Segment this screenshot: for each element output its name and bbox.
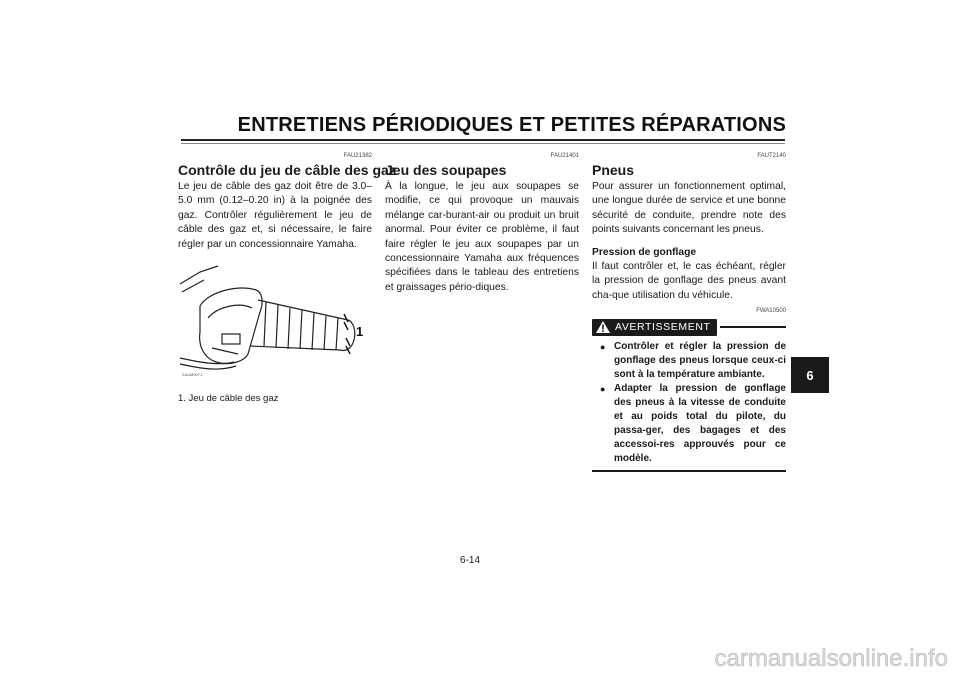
warning-label: AVERTISSEMENT bbox=[615, 321, 711, 334]
column-throttle-cable bbox=[178, 150, 396, 406]
figure-caption: 1. Jeu de câble des gaz bbox=[178, 393, 279, 405]
page-number: 6-14 bbox=[460, 555, 481, 566]
bullet-icon: ● bbox=[600, 341, 606, 352]
throttle-body: Le jeu de câble des gaz doit être de 3.0–5.0 mm (0.12–0.20 in) à la poignée des gaz. Contrôler régulièrement le jeu de câble des gaz et, si nécessaire, le faire régler par un concessionnaire Yamaha. bbox=[178, 181, 372, 250]
reference-code: FAU21401 bbox=[550, 153, 579, 159]
reference-code: FAUT2140 bbox=[757, 153, 786, 159]
pressure-body: Il faut contrôler et, le cas échéant, régler la pression de gonflage des pneus avant cha-que utilisation du véhicule. bbox=[592, 261, 786, 301]
valves-body: À la longue, le jeu aux soupapes se modifie, ce qui provoque un mauvais mélange car-burant-air ou produit un bruit anormal. Pour éviter ce problème, il faut faire régler le jeu aux soupapes par un concessionnaire Yamaha aux fréquences spécifiées dans le tableau des entretiens et graissages pério-diques. bbox=[385, 181, 579, 293]
throttle-grip-illustration bbox=[178, 262, 372, 386]
header-rule-thin bbox=[181, 143, 785, 144]
chapter-tab: 6 bbox=[791, 357, 829, 393]
reference-code: FAU21382 bbox=[343, 153, 372, 159]
svg-text:carmanualsonline.info: carmanualsonline.info bbox=[714, 645, 948, 672]
column-valve-clearance bbox=[385, 150, 579, 295]
header-rule bbox=[181, 139, 785, 141]
warning-badge bbox=[592, 319, 717, 335]
page-title: ENTRETIENS PÉRIODIQUES ET PETITES RÉPARATIONS bbox=[237, 114, 786, 136]
bullet-icon: ● bbox=[600, 383, 606, 394]
watermark-logo bbox=[650, 642, 950, 672]
warning-end-rule bbox=[592, 470, 786, 472]
section-title-throttle: Contrôle du jeu de câble des gaz bbox=[178, 162, 396, 178]
tires-body: Pour assurer un fonctionnement optimal, une longue durée de service et une bonne sécurité de conduite, prendre note des points suivants concernant les pneus. bbox=[592, 181, 786, 236]
subheading-pressure: Pression de gonflage bbox=[592, 246, 697, 258]
figure-code: ZAUM0071 bbox=[182, 371, 203, 377]
column-tires bbox=[592, 150, 786, 472]
list-item bbox=[592, 382, 786, 466]
list-item bbox=[592, 340, 786, 382]
warning-reference-code: FWA10500 bbox=[756, 308, 786, 315]
warning-list bbox=[592, 340, 786, 466]
warning-text: Contrôler et régler la pression de gonflage des pneus lorsque ceux-ci sont à la température ambiante. bbox=[614, 340, 786, 380]
warning-triangle-icon bbox=[596, 321, 610, 333]
section-title-tires: Pneus bbox=[592, 162, 635, 178]
throttle-figure bbox=[178, 262, 372, 386]
callout-number: 1 bbox=[356, 324, 364, 340]
warning-rule bbox=[720, 326, 786, 328]
section-title-valves: Jeu des soupapes bbox=[385, 162, 507, 178]
warning-header bbox=[592, 319, 786, 335]
warning-text: Adapter la pression de gonflage des pneus à la vitesse de conduite et au poids total du pilote, du passa-ger, des bagages et des accessoi-res approuvés pour ce modèle. bbox=[614, 382, 786, 464]
